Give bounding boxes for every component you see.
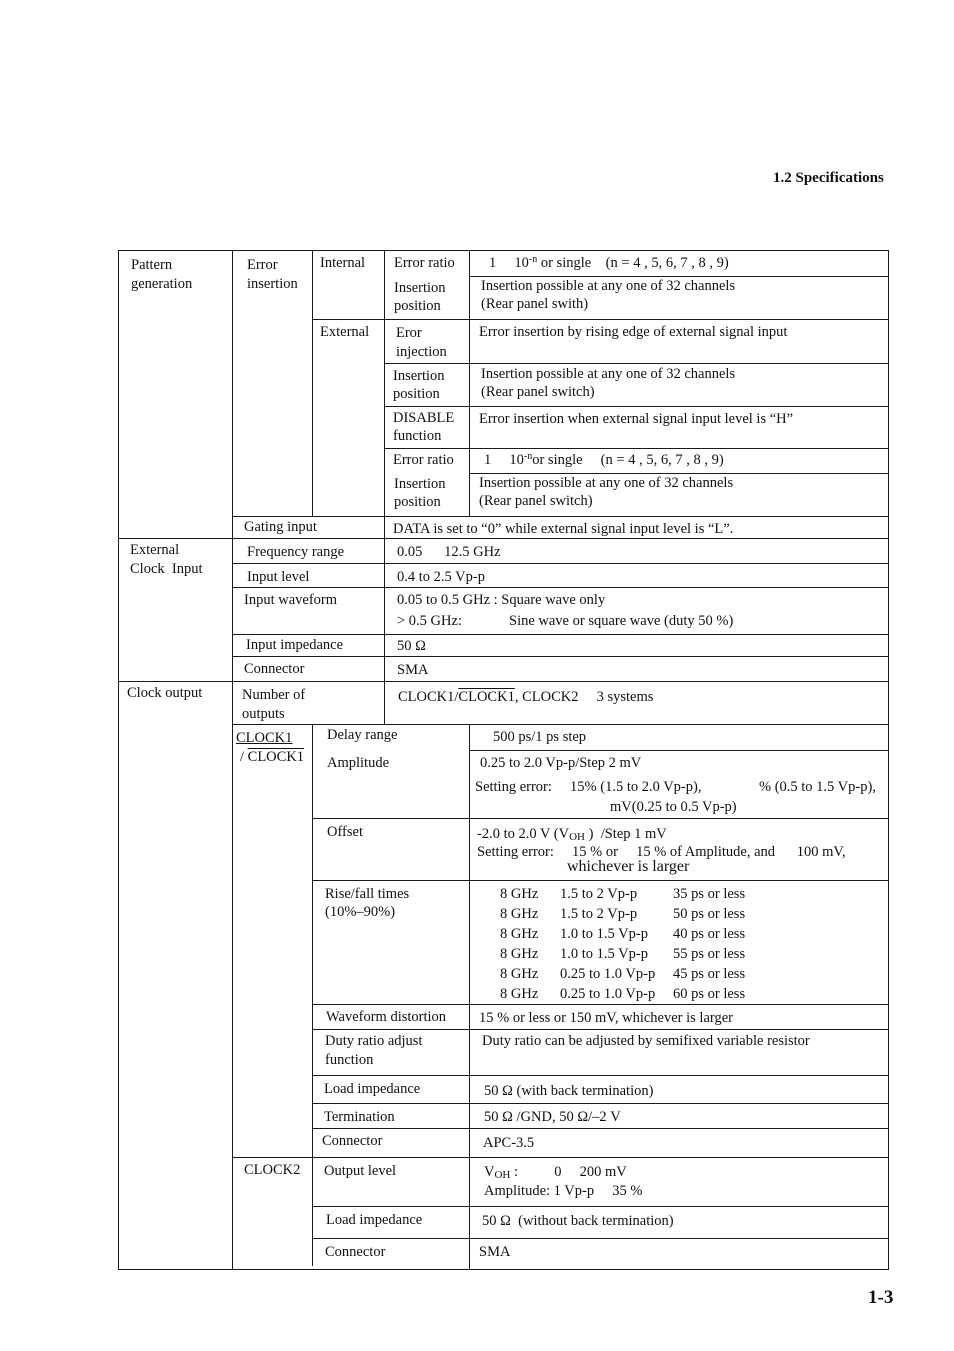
- internal-insertion-position-label: Insertion position: [394, 280, 446, 314]
- external-insertion-position2-value: Insertion possible at any one of 32 channels (Rear panel switch): [479, 475, 734, 509]
- row-line: [312, 818, 888, 819]
- clock1-load-impedance-value: 50 Ω (with back termination): [484, 1083, 654, 1099]
- col-divider-2c: [312, 724, 313, 1266]
- row-line: [232, 563, 888, 564]
- output-level-line1: $V_{OH}$ : 0 200 mV: [484, 1164, 627, 1181]
- clock1-connector-label: Connector: [322, 1133, 383, 1149]
- rise-fall-amplitude: 0.25 to 1.0 Vp-p: [560, 966, 656, 982]
- internal-error-ratio-label: Error ratio: [394, 255, 455, 271]
- duty-ratio-label: Duty ratio adjust function: [325, 1033, 423, 1068]
- disable-function-label: DISABLE function: [393, 410, 455, 444]
- clock1-label-bottom: / CLOCK1: [240, 749, 305, 765]
- input-impedance-value: 50 Ω: [397, 638, 426, 654]
- frequency-range-label: Frequency range: [247, 544, 345, 560]
- rise-fall-time: 35 ps or less: [673, 886, 746, 902]
- row-line: [232, 656, 888, 657]
- gating-input-value: DATA is set to “0” while external signal input level is “L”.: [393, 521, 734, 537]
- rise-fall-freq: 8 GHz: [500, 906, 539, 922]
- col-divider-gating: [384, 516, 385, 538]
- table-border-right: [888, 250, 889, 1270]
- col-divider-3a: [384, 250, 385, 516]
- col-divider-outputs: [384, 681, 385, 724]
- clock2-label: CLOCK2: [244, 1162, 301, 1178]
- rise-fall-amplitude: 1.0 to 1.5 Vp-p: [560, 926, 648, 942]
- rise-fall-time: 45 ps or less: [673, 966, 746, 982]
- row-line: [312, 1029, 888, 1030]
- col-divider-1: [232, 250, 233, 1270]
- error-insertion-label: Error insertion: [247, 257, 298, 292]
- amplitude-line2a: Setting error: 15% (1.5 to 2.0 Vp-p),: [475, 779, 702, 795]
- rise-fall-time: 40 ps or less: [673, 926, 746, 942]
- rise-fall-freq: 8 GHz: [500, 986, 539, 1002]
- row-line: [232, 516, 888, 517]
- external-insertion-position-label: Insertion position: [393, 368, 445, 402]
- row-line: [312, 1103, 888, 1104]
- row-line: [312, 880, 888, 881]
- internal-insertion-position-value: Insertion possible at any one of 32 channels (Rear panel swith): [481, 278, 736, 312]
- rise-fall-freq: 8 GHz: [500, 886, 539, 902]
- row-line: [232, 1157, 888, 1158]
- output-level-line2: Amplitude: 1 Vp-p 35 %: [484, 1183, 643, 1199]
- row-line: [312, 1004, 888, 1005]
- disable-function-value: Error insertion when external signal input level is “H”: [479, 411, 794, 427]
- row-line: [312, 1206, 888, 1207]
- ext-connector-value: SMA: [397, 662, 429, 678]
- termination-value: 50 Ω /GND, 50 Ω/–2 V: [484, 1109, 621, 1125]
- ext-connector-label: Connector: [244, 661, 305, 677]
- internal-error-ratio-value: 1 $10^{-n}$ or single (n = 4 , 5, 6, 7 , 8 , 9): [489, 254, 729, 271]
- external-insertion-position-value: Insertion possible at any one of 32 channels (Rear panel switch): [481, 366, 736, 400]
- external-error-ratio-value: 1 $10^{-n}or$ single (n = 4 , 5, 6, 7 , 8 , 9): [484, 451, 724, 468]
- row-line: [312, 1238, 888, 1239]
- termination-label: Termination: [324, 1109, 395, 1125]
- offset-label: Offset: [327, 824, 363, 840]
- amplitude-line3: mV(0.25 to 0.5 Vp-p): [610, 799, 737, 815]
- table-border-left: [118, 250, 119, 1270]
- input-level-value: 0.4 to 2.5 Vp-p: [397, 569, 485, 585]
- pattern-generation-label: Pattern generation: [131, 257, 193, 292]
- row-line: [384, 406, 888, 407]
- row-line: [232, 724, 888, 725]
- rise-fall-time: 60 ps or less: [673, 986, 746, 1002]
- row-line: [312, 319, 888, 320]
- rise-fall-freq: 8 GHz: [500, 926, 539, 942]
- input-waveform-label: Input waveform: [244, 592, 338, 608]
- page-number: 1-3: [868, 1287, 894, 1308]
- amplitude-line1: 0.25 to 2.0 Vp-p/Step 2 mV: [480, 755, 642, 771]
- internal-label: Internal: [320, 255, 366, 271]
- row-line: [232, 634, 888, 635]
- input-waveform-line2a: > 0.5 GHz:: [397, 613, 462, 629]
- delay-range-label: Delay range: [327, 727, 398, 743]
- output-level-label: Output level: [324, 1163, 397, 1179]
- row-line: [232, 587, 888, 588]
- row-line: [469, 750, 888, 751]
- rise-fall-amplitude: 1.5 to 2 Vp-p: [560, 906, 638, 922]
- input-level-label: Input level: [247, 569, 310, 585]
- offset-line1: -2.0 to 2.0 V ($V_{OH}$ ) /Step 1 mV: [477, 826, 667, 843]
- col-divider-4a: [469, 250, 470, 516]
- rise-fall-freq: 8 GHz: [500, 946, 539, 962]
- rise-fall-time: 50 ps or less: [673, 906, 746, 922]
- input-waveform-line1: 0.05 to 0.5 GHz : Square wave only: [397, 592, 606, 608]
- row-line-section: [118, 681, 888, 682]
- clock2-load-impedance-label: Load impedance: [326, 1212, 423, 1228]
- number-of-outputs-value: CLOCK1/CLOCK1, CLOCK2 3 systems: [398, 689, 654, 705]
- clock1-load-impedance-label: Load impedance: [324, 1081, 421, 1097]
- external-error-injection-value: Error insertion by rising edge of external signal input: [479, 324, 788, 340]
- frequency-range-value: 0.05 12.5 GHz: [397, 544, 501, 560]
- input-impedance-label: Input impedance: [246, 637, 344, 653]
- gating-input-label: Gating input: [244, 519, 317, 535]
- rise-fall-label: Rise/fall times (10%–90%): [325, 886, 410, 920]
- external-error-ratio-label: Error ratio: [393, 452, 454, 468]
- col-divider-2a: [312, 250, 313, 516]
- clock2-connector-value: SMA: [479, 1244, 511, 1260]
- row-line: [312, 1128, 888, 1129]
- amplitude-line2b: % (0.5 to 1.5 Vp-p),: [759, 779, 876, 795]
- clock1-label-top: CLOCK1: [236, 730, 293, 746]
- amplitude-label: Amplitude: [327, 755, 390, 771]
- waveform-distortion-label: Waveform distortion: [326, 1009, 447, 1025]
- row-line: [312, 1075, 888, 1076]
- input-waveform-line2b: Sine wave or square wave (duty 50 %): [509, 613, 734, 629]
- table-border-top: [118, 250, 889, 251]
- clock2-connector-label: Connector: [325, 1244, 386, 1260]
- offset-line3: whichever is larger: [567, 858, 690, 875]
- rise-fall-freq: 8 GHz: [500, 966, 539, 982]
- external-label: External: [320, 324, 370, 340]
- col-divider-ext: [384, 538, 385, 681]
- clock-output-label: Clock output: [127, 685, 203, 701]
- external-insertion-position2-label: Insertion position: [394, 476, 446, 510]
- external-error-injection-label: Eror injection: [396, 325, 447, 360]
- clock1-connector-value: APC-3.5: [483, 1135, 535, 1151]
- rise-fall-amplitude: 1.5 to 2 Vp-p: [560, 886, 638, 902]
- row-line: [384, 448, 888, 449]
- rise-fall-time: 55 ps or less: [673, 946, 746, 962]
- number-of-outputs-label: Number of outputs: [242, 687, 306, 722]
- row-line: [384, 363, 888, 364]
- offset-line2: Setting error: 15 % or 15 % of Amplitude, and 100 mV,: [477, 844, 846, 860]
- clock2-load-impedance-value: 50 Ω (without back termination): [482, 1213, 674, 1229]
- duty-ratio-value: Duty ratio can be adjusted by semifixed variable resistor: [482, 1033, 810, 1049]
- waveform-distortion-value: 15 % or less or 150 mV, whichever is larger: [479, 1010, 733, 1026]
- delay-range-value: 500 ps/1 ps step: [493, 729, 587, 745]
- col-divider-4c: [469, 724, 470, 1270]
- rise-fall-amplitude: 0.25 to 1.0 Vp-p: [560, 986, 656, 1002]
- external-clock-input-label: External Clock Input: [130, 542, 203, 577]
- section-header: 1.2 Specifications: [773, 170, 884, 186]
- rise-fall-amplitude: 1.0 to 1.5 Vp-p: [560, 946, 648, 962]
- row-line-section: [118, 538, 888, 539]
- table-border-bottom: [118, 1269, 889, 1270]
